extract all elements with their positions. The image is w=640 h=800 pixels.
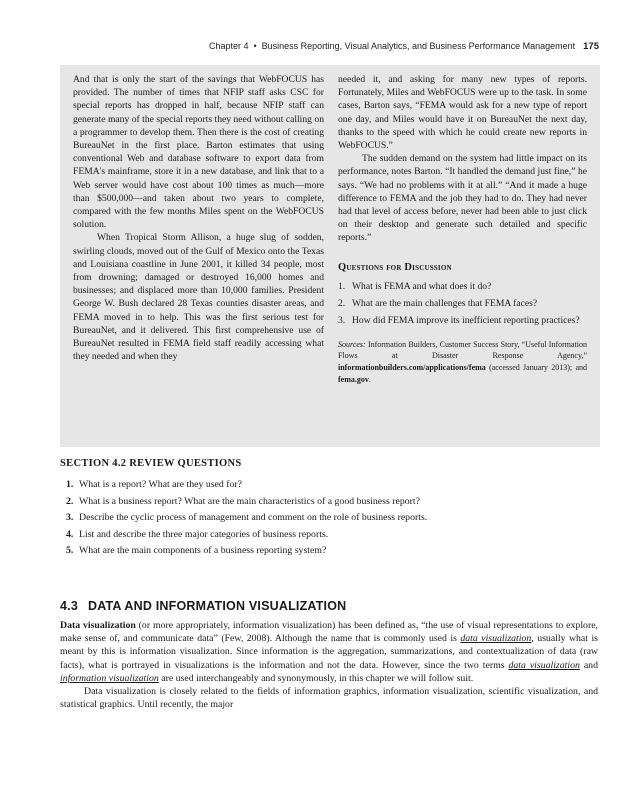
list-item: [338, 314, 587, 327]
sources-label: Sources:: [338, 339, 366, 349]
question-text: How did FEMA improve its inefficient reporting practices?: [352, 314, 580, 326]
list-item: [66, 544, 486, 557]
sources-text: Information Builders, Customer Success Story, “Useful Information Flows at Disaster Response Agency,”: [338, 339, 587, 361]
chapter-label: Chapter 4: [208, 41, 249, 51]
discussion-questions-list: [338, 280, 587, 327]
review-questions-heading: SECTION 4.2 REVIEW QUESTIONS: [60, 458, 242, 469]
case-study-box: [60, 65, 600, 447]
review-text: What is a business report? What are the main characteristics of a good business report?: [79, 495, 420, 507]
body-text-run: are used interchangeably and synonymously, in this chapter we will follow suit.: [158, 672, 474, 684]
list-item: [338, 297, 587, 310]
list-item: [66, 528, 486, 541]
review-text: What are the main components of a business reporting system?: [79, 545, 327, 556]
emphasis-term: data visualization: [460, 633, 532, 645]
section-body: [60, 619, 598, 711]
emphasis-term: data visualization: [508, 659, 580, 671]
body-paragraph: [60, 619, 598, 685]
body-text-run: and: [579, 659, 598, 671]
question-text: What is FEMA and what does it do?: [352, 280, 492, 292]
case-paragraph: When Tropical Storm Allison, a huge slug of sodden, swirling clouds, moved out of the Gulf of Mexico onto the Texas and Louisiana coastline in June 2001, it killed 34 people, most from drowning; damaged or destroyed 16,000 homes and businesses; and displaced more than 10,000 families. President George W. Bush declared 28 Texas counties disaster areas, and FEMA moved in to help. This was the first serious test for BureauNet, and it delivered. This first comprehensive use of BureauNet resulted in FEMA field staff readily accessing what they needed and when they: [73, 232, 324, 363]
body-text-run: , usually what is meant by this is information visualization. Since information is the aggregation, summarizations, and contextualization of data (raw facts), what is portrayed in visualizations is the information and not the data. However, since the two terms: [60, 633, 598, 671]
review-text: List and describe the three major categories of business reports.: [79, 528, 329, 540]
review-number: 5.: [66, 545, 74, 556]
section-number: 4.3: [60, 599, 78, 613]
sources-url-link[interactable]: informationbuilders.com/applications/fema: [338, 363, 486, 373]
list-item: [66, 511, 486, 524]
review-text: What is a report? What are they used for?: [79, 479, 243, 490]
case-paragraph: needed it, and asking for many new types of reports. Fortunately, Miles and WebFOCUS were up to the task. In some cases, Barton says, “FEMA would ask for a new type of report one day, and Miles would have it on BureauNet the next day, thanks to the speed with which he could create new reports in WebFOCUS.”: [338, 74, 587, 152]
body-paragraph: Data visualization is closely related to the fields of information graphics, information visualization, scientific visualization, and statistical graphics. Until recently, the major: [60, 686, 598, 711]
list-item: [66, 478, 486, 491]
questions-heading: Questions for Discussion: [338, 261, 452, 273]
question-number: 1.: [338, 280, 346, 292]
case-left-column: [73, 73, 324, 363]
review-number: 1.: [66, 479, 74, 490]
review-text: Describe the cyclic process of management and comment on the role of business reports.: [79, 512, 428, 523]
list-item: [338, 280, 587, 293]
sources-end: .: [368, 374, 371, 384]
sources-accessed: (accessed January 2013); and: [489, 363, 587, 373]
review-number: 2.: [66, 495, 74, 507]
header-bullet: •: [253, 41, 257, 51]
case-paragraph: The sudden demand on the system had little impact on its performance, notes Barton. “It handled the demand just fine,” he says. “We had no problems with it at all.” “And it made a huge difference to FEMA and the job they had to do. They had never had that level of access before, never had been able to just click on their desktop and generate such detailed and specific reports.”: [338, 153, 587, 244]
review-number: 4.: [66, 528, 74, 540]
sources-site-link[interactable]: fema.gov: [338, 374, 369, 384]
section-heading-text: DATA AND INFORMATION VISUALIZATION: [87, 599, 347, 613]
case-paragraph: And that is only the start of the savings that WebFOCUS has provided. The number of times that NFIP staff asks CSC for special reports has dropped in half, because NFIP staff can generate many of the special reports they need without calling on a programmer to develop them. Then there is the cost of creating BureauNet in the first place. Barton estimates that using conventional Web and database software to export data from FEMA's mainframe, store it in a new database, and link that to a Web server would have cost about 100 times as much—more than $500,000—and taken about two years to complete, compared with the few months Miles spent on the WebFOCUS solution.: [73, 74, 324, 231]
question-text: What are the main challenges that FEMA faces?: [352, 297, 538, 309]
question-number: 3.: [338, 314, 346, 326]
section-title: [60, 599, 346, 613]
defined-term: Data visualization: [60, 620, 136, 631]
running-header: [60, 41, 599, 52]
body-text-run: (or more appropriately, information visualization) has been defined as, “the use of visual representations to explore, make sense of, and communicate data” (Few, 2008). Although the name that is commonly used is: [60, 620, 598, 645]
case-right-column: [338, 73, 587, 385]
chapter-title: Business Reporting, Visual Analytics, and Business Performance Management: [261, 41, 576, 51]
review-number: 3.: [66, 512, 74, 523]
page-number: 175: [583, 41, 599, 52]
list-item: [66, 495, 486, 508]
question-number: 2.: [338, 297, 346, 309]
sources-note: [338, 339, 587, 385]
emphasis-term: information visualization: [60, 672, 159, 684]
review-questions-list: [66, 478, 486, 561]
